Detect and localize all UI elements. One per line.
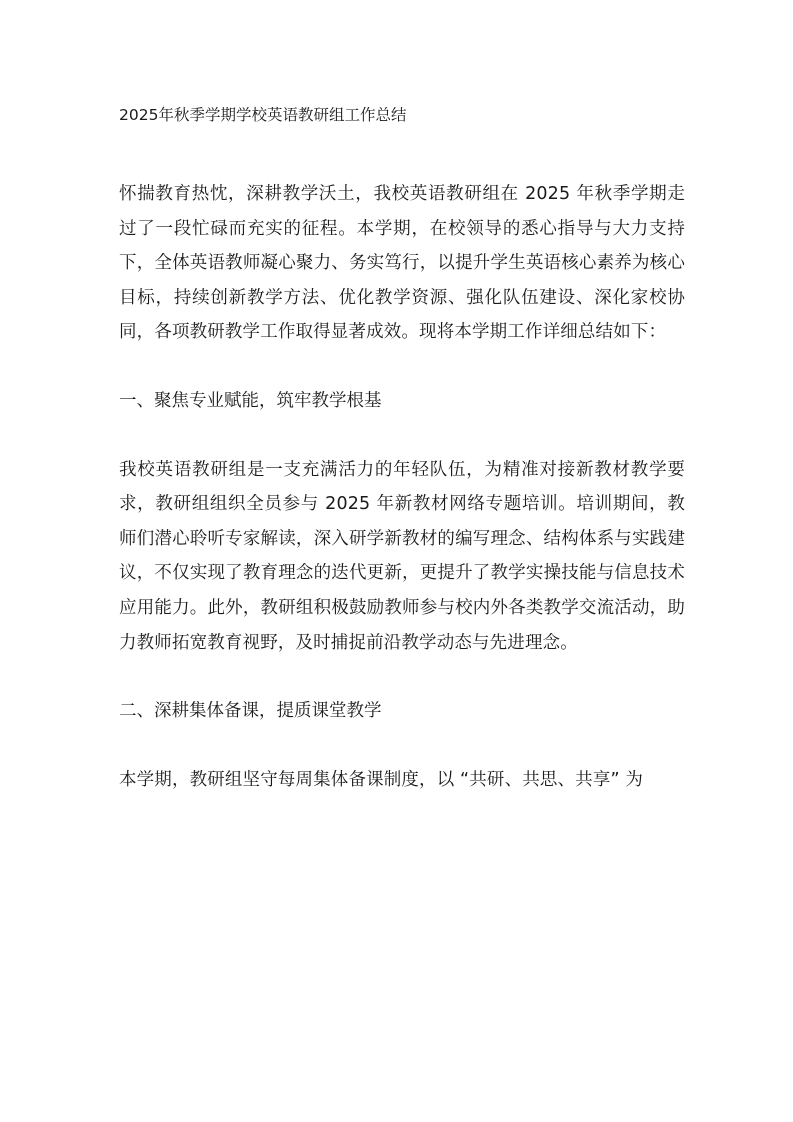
document-body bbox=[119, 100, 685, 797]
section-body-1: 我校英语教研组是一支充满活力的年轻队伍，为精准对接新教材教学要求，教研组组织全员参与 2025 年新教材网络专题培训。培训期间，教师们潜心聆听专家解读，深入研学新教材的编写理念、结构体系与实践建议，不仅实现了教育理念的迭代更新，更提升了教学实操技能与信息技术应用能力。此外，教研组积极鼓励教师参与校内外各类教学交流活动，助力教师拓宽教育视野，及时捕捉前沿教学动态与先进理念。 bbox=[119, 459, 685, 653]
spacer bbox=[119, 419, 685, 453]
spacer bbox=[119, 350, 685, 384]
section-heading-1: 一、聚焦专业赋能，筑牢教学根基 bbox=[119, 390, 382, 411]
spacer bbox=[119, 660, 685, 694]
intro-paragraph: 怀揣教育热忱，深耕教学沃土，我校英语教研组在 2025 年秋季学期走过了一段忙碌而充实的征程。本学期，在校领导的悉心指导与大力支持下，全体英语教师凝心聚力、务实笃行，以提升学生英语核心素养为核心目标，持续创新教学方法、优化教学资源、强化队伍建设、深化家校协同，各项教研教学工作取得显著成效。现将本学期工作详细总结如下： bbox=[119, 184, 685, 343]
spacer bbox=[119, 729, 685, 763]
section-heading-2: 二、深耕集体备课，提质课堂教学 bbox=[119, 701, 382, 722]
spacer bbox=[119, 130, 685, 177]
section-body-2: 本学期，教研组坚守每周集体备课制度，以 “共研、共思、共享” 为 bbox=[119, 769, 644, 790]
document-title: 2025年秋季学期学校英语教研组工作总结 bbox=[119, 106, 407, 124]
